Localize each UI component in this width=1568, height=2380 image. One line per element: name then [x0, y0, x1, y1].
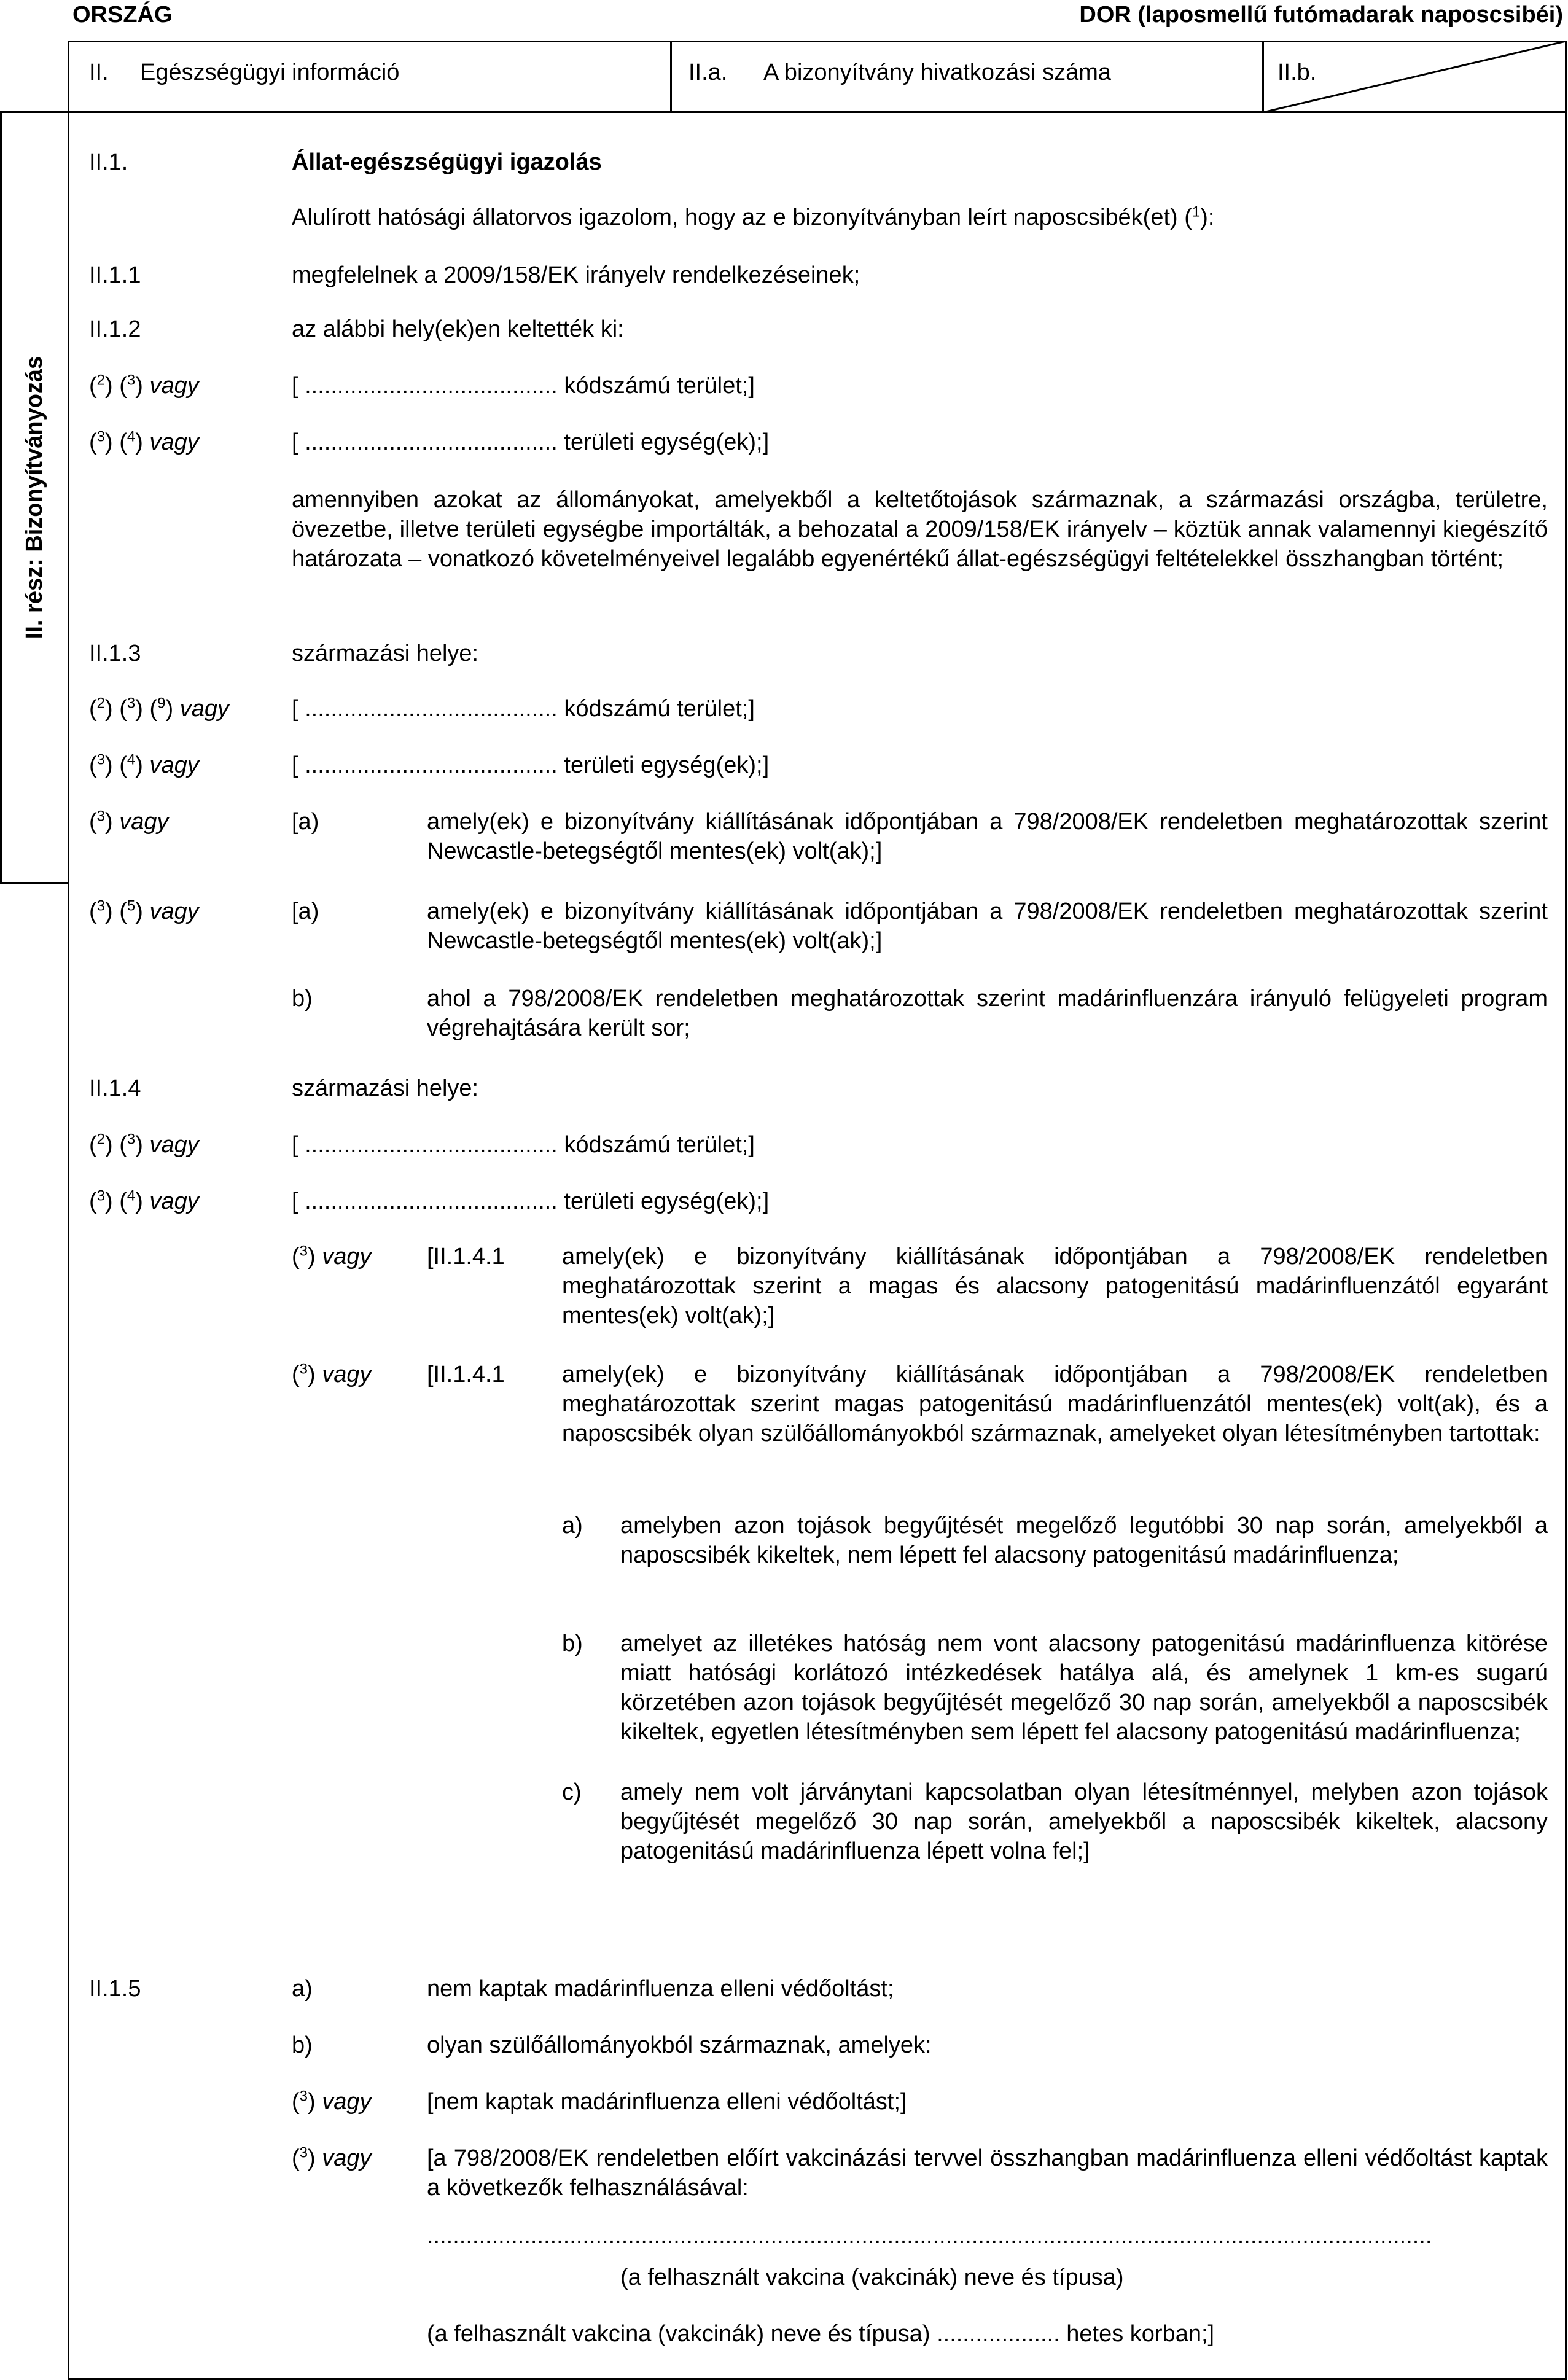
item-label: [II.1.4.1 [427, 1362, 505, 1387]
side-label: II. rész: Bizonyítványozás [21, 356, 47, 639]
reference-label-number: II.a. [688, 60, 728, 85]
vaccine-dotted-line: ........................................................................................................................................................... [427, 2223, 1432, 2249]
iib-label: II.b. [1277, 60, 1317, 85]
import-paragraph: amennyiben azokat az állományokat, amelyekből a keltetőtojások származnak, a származási országba, területre, övezetbe, illetve területi egységbe importálták, a behozatal a 2009/158/EK irányelv – köztük annak valamennyi kiegészítő határozata – vonatkozó követelményeivel legalább egyenértékű állat-egészségügyi feltételekkel összhangban történt; [292, 487, 1548, 572]
intro-text: Alulírott hatósági állatorvos igazolom, hogy az e bizonyítványban leírt naposcsibék(et) ($^1$): [292, 203, 1215, 230]
ii14-number: II.1.4 [89, 1075, 141, 1101]
vaccine-age-line: (a felhasznált vakcina (vakcinák) neve és típusa) ................... hetes korban;] [427, 2321, 1215, 2347]
unit-code-field: [ ....................................... területi egység(ek);] [292, 752, 770, 778]
part-title: Egészségügyi információ [140, 60, 400, 85]
ai-surveillance-text: ahol a 798/2008/EK rendeletben meghatározottak szerint madárinfluenzára irányuló felügyeleti program végrehajtására került sor; [427, 986, 1548, 1041]
certificate-type: DOR (laposmellű futómadarak naposcsibéi) [1079, 2, 1563, 28]
ii13-text: származási helye: [292, 641, 479, 666]
part-number: II. [89, 60, 109, 85]
unit-code-field: [ ....................................... területi egység(ek);] [292, 1188, 770, 1214]
option-marker: ($^3$) ($^4$) vagy [89, 1187, 199, 1214]
ii14-text: származási helye: [292, 1075, 479, 1101]
sub-item-b-text: amelyet az illetékes hatóság nem vont alacsony patogenitású madárinfluenza kitörése miatt hatósági korlátozó intézkedések hatálya alá, és amelynek 1 km-es sugarú körzetében azon tojások begyűjtését megelőző 30 nap során, amelyekből a naposcsibék kikeltek, egyetlen létesítményben sem lépett fel alacsony patogenitású madárinfluenza; [620, 1631, 1548, 1745]
item-label: a) [292, 1976, 313, 2002]
ii1-title: Állat-egészségügyi igazolás [292, 149, 602, 175]
vaccinated-text: [a 798/2008/EK rendeletben előírt vakcinázási tervvel összhangban madárinfluenza elleni védőoltást kaptak a következők felhasználásával: [427, 2145, 1548, 2201]
item-label: [II.1.4.1 [427, 1244, 505, 1270]
item-label: [a) [292, 899, 319, 924]
option-marker: ($^3$) vagy [292, 1243, 372, 1270]
hpai-lpai-free-text: amely(ek) e bizonyítvány kiállításának időpontjában a 798/2008/EK rendeletben meghatározottak szerint a magas és alacsony patogenitású madárinfluenzától egyaránt mentes(ek) volt(ak);] [562, 1244, 1548, 1329]
option-marker: ($^3$) ($^5$) vagy [89, 897, 199, 924]
sub-item-a-text: amelyben azon tojások begyűjtését megelőző legutóbbi 30 nap során, amelyekből a naposcsibék kikeltek, nem lépett fel alacsony patogenitású madárinfluenza; [620, 1513, 1548, 1568]
ii12-number: II.1.2 [89, 316, 141, 342]
unit-code-field: [ ....................................... területi egység(ek);] [292, 429, 770, 455]
item-label: b) [292, 986, 313, 1012]
section-bar-divider-1 [670, 41, 672, 113]
ncd-free-text: amely(ek) e bizonyítvány kiállításának időpontjában a 798/2008/EK rendeletben meghatározottak szerint Newcastle-betegségtől mentes(ek) volt(ak);] [427, 899, 1548, 954]
parent-not-vaccinated-text: [nem kaptak madárinfluenza elleni védőoltást;] [427, 2089, 907, 2115]
ii11-text: megfelelnek a 2009/158/EK irányelv rendelkezéseinek; [292, 262, 860, 288]
item-label: [a) [292, 809, 319, 835]
zone-code-field: [ ....................................... kódszámú terület;] [292, 1132, 755, 1158]
option-marker: ($^2$) ($^3$) vagy [89, 372, 199, 399]
ii13-number: II.1.3 [89, 641, 141, 666]
ii11-number: II.1.1 [89, 262, 141, 288]
reference-number-label: A bizonyítvány hivatkozási száma [763, 60, 1112, 85]
sub-item-label: a) [562, 1513, 583, 1539]
ncd-free-text: amely(ek) e bizonyítvány kiállításának időpontjában a 798/2008/EK rendeletben meghatározottak szerint Newcastle-betegségtől mentes(ek) volt(ak);] [427, 809, 1548, 864]
option-marker: ($^2$) ($^3$) vagy [89, 1131, 199, 1158]
not-vaccinated-text: nem kaptak madárinfluenza elleni védőoltást; [427, 1976, 894, 2002]
country-label: ORSZÁG [72, 2, 173, 28]
option-marker: ($^3$) vagy [292, 2144, 372, 2171]
option-marker: ($^3$) vagy [89, 808, 169, 835]
option-marker: ($^3$) ($^4$) vagy [89, 751, 199, 778]
parent-flocks-text: olyan szülőállományokból származnak, amelyek: [427, 2032, 932, 2058]
option-marker: ($^2$) ($^3$) ($^9$) vagy [89, 695, 229, 722]
sub-item-label: c) [562, 1779, 582, 1805]
sub-item-c-text: amely nem volt járványtani kapcsolatban olyan létesítménnyel, melyben azon tojások begyűjtését megelőző 30 nap során, amelyekből a naposcsibék kikeltek, alacsony patogenitású madárinfluenza lépett volna fel;] [620, 1779, 1548, 1864]
option-marker: ($^3$) vagy [292, 2088, 372, 2115]
hpai-free-text: amely(ek) e bizonyítvány kiállításának időpontjában a 798/2008/EK rendeletben meghatározottak szerint magas patogenitású madárinfluenzától mentes(ek) volt(ak), és a naposcsibék olyan szülőállományokból származnak, amelyeket olyan létesítményben tartottak: [562, 1362, 1548, 1446]
option-marker: ($^3$) ($^4$) vagy [89, 428, 199, 455]
ii1-number: II.1. [89, 149, 128, 175]
zone-code-field: [ ....................................... kódszámú terület;] [292, 696, 755, 722]
sub-item-label: b) [562, 1631, 583, 1656]
vaccine-caption: (a felhasznált vakcina (vakcinák) neve és típusa) [620, 2265, 1124, 2290]
item-label: b) [292, 2032, 313, 2058]
ii15-number: II.1.5 [89, 1976, 141, 2002]
ii12-text: az alábbi hely(ek)en keltették ki: [292, 316, 624, 342]
option-marker: ($^3$) vagy [292, 1360, 372, 1387]
zone-code-field: [ ....................................... kódszámú terület;] [292, 373, 755, 399]
